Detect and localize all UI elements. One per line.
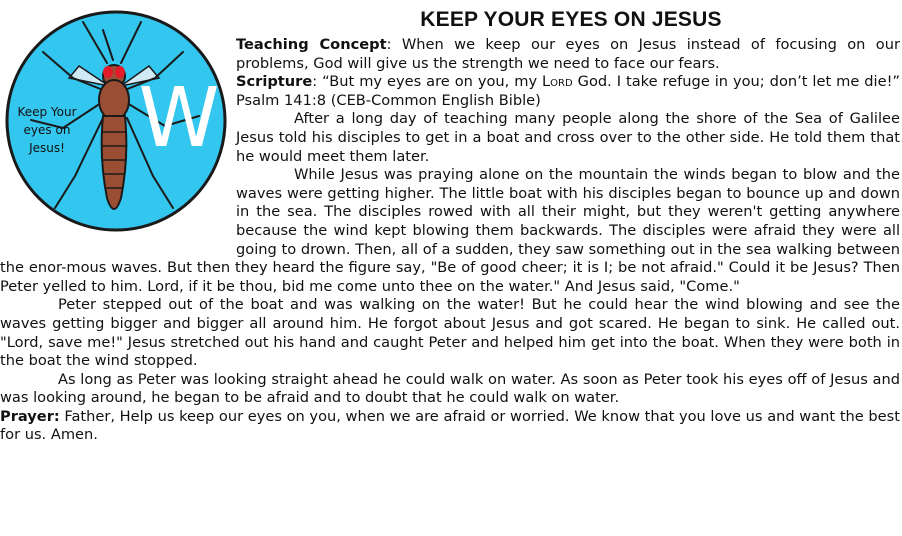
story-paragraph-1: After a long day of teaching many people along the shore of the Sea of Galilee Jesus told his disciples to get in a boat and cross over to the other side. He told them that he would meet them later. [236,110,900,165]
scripture-label: Scripture [236,73,313,91]
prayer-text: Father, Help us keep our eyes on you, when we are afraid or worried. We know that you love us and want the best for us. Amen. [0,407,900,444]
logo-caption-line-3: Jesus! [29,141,65,155]
logo-caption-line-2: eyes on [23,123,71,137]
teaching-concept-label: Teaching Concept [236,36,387,53]
page-title: KEEP YOUR EYES ON JESUS [420,8,722,31]
logo-float-spacer [0,36,236,246]
story-paragraph-4: As long as Peter was looking straight ahead he could walk on water. As soon as Peter took his eyes off of Jesus and was looking around, he began to be afraid and to doubt that he could walk on water. [0,370,900,407]
scripture-text-after: God. I take refuge in you; don’t let me die!” Psalm 141:8 (CEB-Common English Bible) [236,73,900,109]
logo-caption-line-1: Keep Your [17,105,77,119]
scripture-text-before: : “But my eyes are on you, my [312,73,543,91]
teaching-concept-text: : When we keep our eyes on Jesus instead of focusing on our problems, God will give us the strength we need to face our fears. [236,36,900,72]
story-paragraph-2: While Jesus was praying alone on the mountain the winds began to blow and the waves were getting higher. The little boat with his disciples began to bounce up and down in the sea. The disciples rowed with all their might, but they weren't getting anywhere because the wind kept blowing them backwards. The disciples were afraid they were all going to drown. Then, all of a sudden, they saw something out in the sea walking between the enor-mous waves. But then they heard the figure say, "Be of good cheer; it is I; be not afraid." Could it be Jesus? Then Peter yelled to him. Lord, if it be thou, bid me come unto thee on the water." And Jesus said, "Come." [0,166,900,295]
lesson-body [0,36,900,445]
story-paragraph-3: Peter stepped out of the boat and was walking on the water! But he could hear the wind blowing and see the waves getting bigger and bigger all around him. He forgot about Jesus and got scared. He began to sink. He called out. "Lord, save me!" Jesus stretched out his hand and caught Peter and helped him get into the boat. When they were both in the boat the wind stopped. [0,296,900,370]
prayer-label: Prayer: [0,407,60,425]
logo-letter: W [138,71,220,166]
prayer [0,408,900,445]
scripture-lord: Lord [542,73,573,91]
